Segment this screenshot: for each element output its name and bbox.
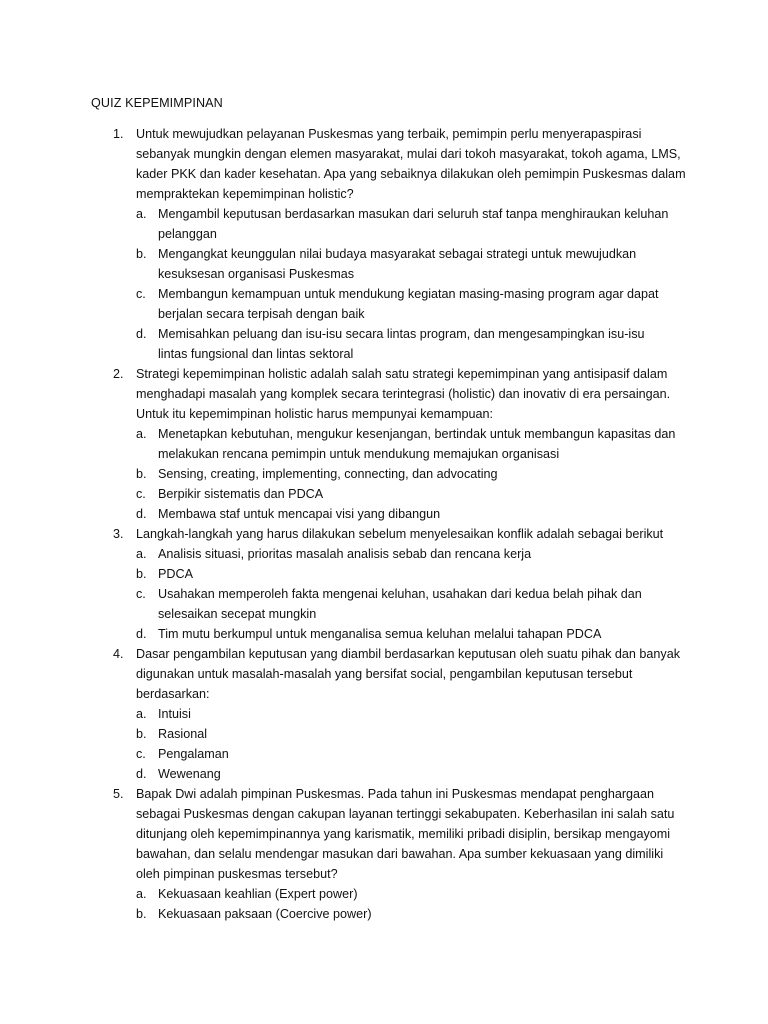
option-list bbox=[136, 884, 686, 924]
option-letter: a. bbox=[136, 427, 147, 441]
question-number: 4. bbox=[113, 647, 124, 661]
option-list bbox=[136, 204, 686, 364]
option-text: Kekuasaan paksaan (Coercive power) bbox=[158, 907, 372, 921]
question-5 bbox=[0, 784, 686, 924]
option-text: Membawa staf untuk mencapai visi yang dibangun bbox=[158, 507, 441, 521]
option-letter: b. bbox=[136, 727, 147, 741]
page-title: QUIZ KEPEMIMPINAN bbox=[91, 96, 223, 110]
question-4 bbox=[0, 644, 686, 784]
option-item bbox=[136, 284, 676, 324]
option-letter: a. bbox=[136, 887, 147, 901]
option-letter: d. bbox=[136, 327, 147, 341]
option-item bbox=[136, 564, 676, 584]
option-item bbox=[136, 704, 676, 724]
option-item bbox=[136, 484, 676, 504]
option-item bbox=[136, 544, 676, 564]
option-letter: a. bbox=[136, 207, 147, 221]
option-text: Intuisi bbox=[158, 707, 191, 721]
option-letter: b. bbox=[136, 567, 147, 581]
option-text: Mengambil keputusan berdasarkan masukan dari seluruh staf tanpa menghiraukan keluhan pelanggan bbox=[158, 207, 669, 241]
option-item bbox=[136, 624, 676, 644]
question-number: 1. bbox=[113, 127, 124, 141]
option-item bbox=[136, 764, 676, 784]
option-text: Usahakan memperoleh fakta mengenai keluhan, usahakan dari kedua belah pihak dan selesaikan secepat mungkin bbox=[158, 587, 642, 621]
option-text: Analisis situasi, prioritas masalah analisis sebab dan rencana kerja bbox=[158, 547, 532, 561]
option-item bbox=[136, 324, 676, 364]
question-3 bbox=[0, 524, 686, 644]
option-list bbox=[136, 704, 686, 784]
question-number: 5. bbox=[113, 787, 124, 801]
question-number: 3. bbox=[113, 527, 124, 541]
option-item bbox=[136, 904, 676, 924]
option-text: Kekuasaan keahlian (Expert power) bbox=[158, 887, 358, 901]
option-text: Pengalaman bbox=[158, 747, 229, 761]
option-letter: b. bbox=[136, 247, 147, 261]
option-letter: a. bbox=[136, 547, 147, 561]
option-letter: c. bbox=[136, 487, 146, 501]
option-letter: b. bbox=[136, 907, 147, 921]
question-1 bbox=[0, 124, 686, 364]
question-text: Dasar pengambilan keputusan yang diambil berdasarkan keputusan oleh suatu pihak dan banyak digunakan untuk masalah-masalah yang bersifat social, pengambilan keputusan tersebut berdasarkan: bbox=[136, 647, 680, 701]
option-item bbox=[136, 744, 676, 764]
question-text: Bapak Dwi adalah pimpinan Puskesmas. Pada tahun ini Puskesmas mendapat penghargaan sebagai Puskesmas dengan cakupan layanan tertinggi sekabupaten. Keberhasilan ini salah satu ditunjang oleh kepemimpinannya yang karismatik, memiliki pribadi disiplin, bersikap mengayomi bawahan, dan selalu mendengar masukan dari bawahan. Apa sumber kekuasaan yang dimiliki oleh pimpinan puskesmas tersebut? bbox=[136, 787, 675, 881]
option-text: PDCA bbox=[158, 567, 193, 581]
option-letter: b. bbox=[136, 467, 147, 481]
option-letter: c. bbox=[136, 287, 146, 301]
option-item bbox=[136, 424, 676, 464]
option-item bbox=[136, 724, 676, 744]
option-list bbox=[136, 544, 686, 644]
option-letter: d. bbox=[136, 767, 147, 781]
option-text: Membangun kemampuan untuk mendukung kegiatan masing-masing program agar dapat berjalan secara terpisah dengan baik bbox=[158, 287, 659, 321]
option-item bbox=[136, 584, 676, 624]
option-text: Memisahkan peluang dan isu-isu secara lintas program, dan mengesampingkan isu-isu lintas fungsional dan lintas sektoral bbox=[158, 327, 645, 361]
option-text: Sensing, creating, implementing, connecting, dan advocating bbox=[158, 467, 498, 481]
question-text: Strategi kepemimpinan holistic adalah salah satu strategi kepemimpinan yang antisipasif dalam menghadapi masalah yang komplek secara terintegrasi (holistic) dan inovativ di era persaingan. Untuk itu kepemimpinan holistic harus mempunyai kemampuan: bbox=[136, 367, 671, 421]
option-text: Menetapkan kebutuhan, mengukur kesenjangan, bertindak untuk membangun kapasitas dan melakukan rencana pemimpin untuk mendukung memajukan organisasi bbox=[158, 427, 676, 461]
option-letter: c. bbox=[136, 587, 146, 601]
question-list bbox=[0, 124, 768, 924]
option-text: Tim mutu berkumpul untuk menganalisa semua keluhan melalui tahapan PDCA bbox=[158, 627, 602, 641]
option-list bbox=[136, 424, 686, 524]
option-letter: c. bbox=[136, 747, 146, 761]
option-item bbox=[136, 884, 676, 904]
option-item bbox=[136, 244, 676, 284]
question-text: Langkah-langkah yang harus dilakukan sebelum menyelesaikan konflik adalah sebagai berikut bbox=[136, 527, 664, 541]
option-text: Rasional bbox=[158, 727, 208, 741]
option-item bbox=[136, 464, 676, 484]
option-item bbox=[136, 204, 676, 244]
question-text: Untuk mewujudkan pelayanan Puskesmas yang terbaik, pemimpin perlu menyerapaspirasi sebanyak mungkin dengan elemen masyarakat, mulai dari tokoh masyarakat, tokoh agama, LMS, kader PKK dan kader kesehatan. Apa yang sebaiknya dilakukan oleh pemimpin Puskesmas dalam mempraktekan kepemimpinan holistic? bbox=[136, 127, 686, 201]
option-text: Mengangkat keunggulan nilai budaya masyarakat sebagai strategi untuk mewujudkan kesuksesan organisasi Puskesmas bbox=[158, 247, 637, 281]
option-text: Berpikir sistematis dan PDCA bbox=[158, 487, 324, 501]
question-2 bbox=[0, 364, 686, 524]
option-letter: d. bbox=[136, 507, 147, 521]
option-letter: d. bbox=[136, 627, 147, 641]
question-number: 2. bbox=[113, 367, 124, 381]
option-item bbox=[136, 504, 676, 524]
option-letter: a. bbox=[136, 707, 147, 721]
option-text: Wewenang bbox=[158, 767, 221, 781]
